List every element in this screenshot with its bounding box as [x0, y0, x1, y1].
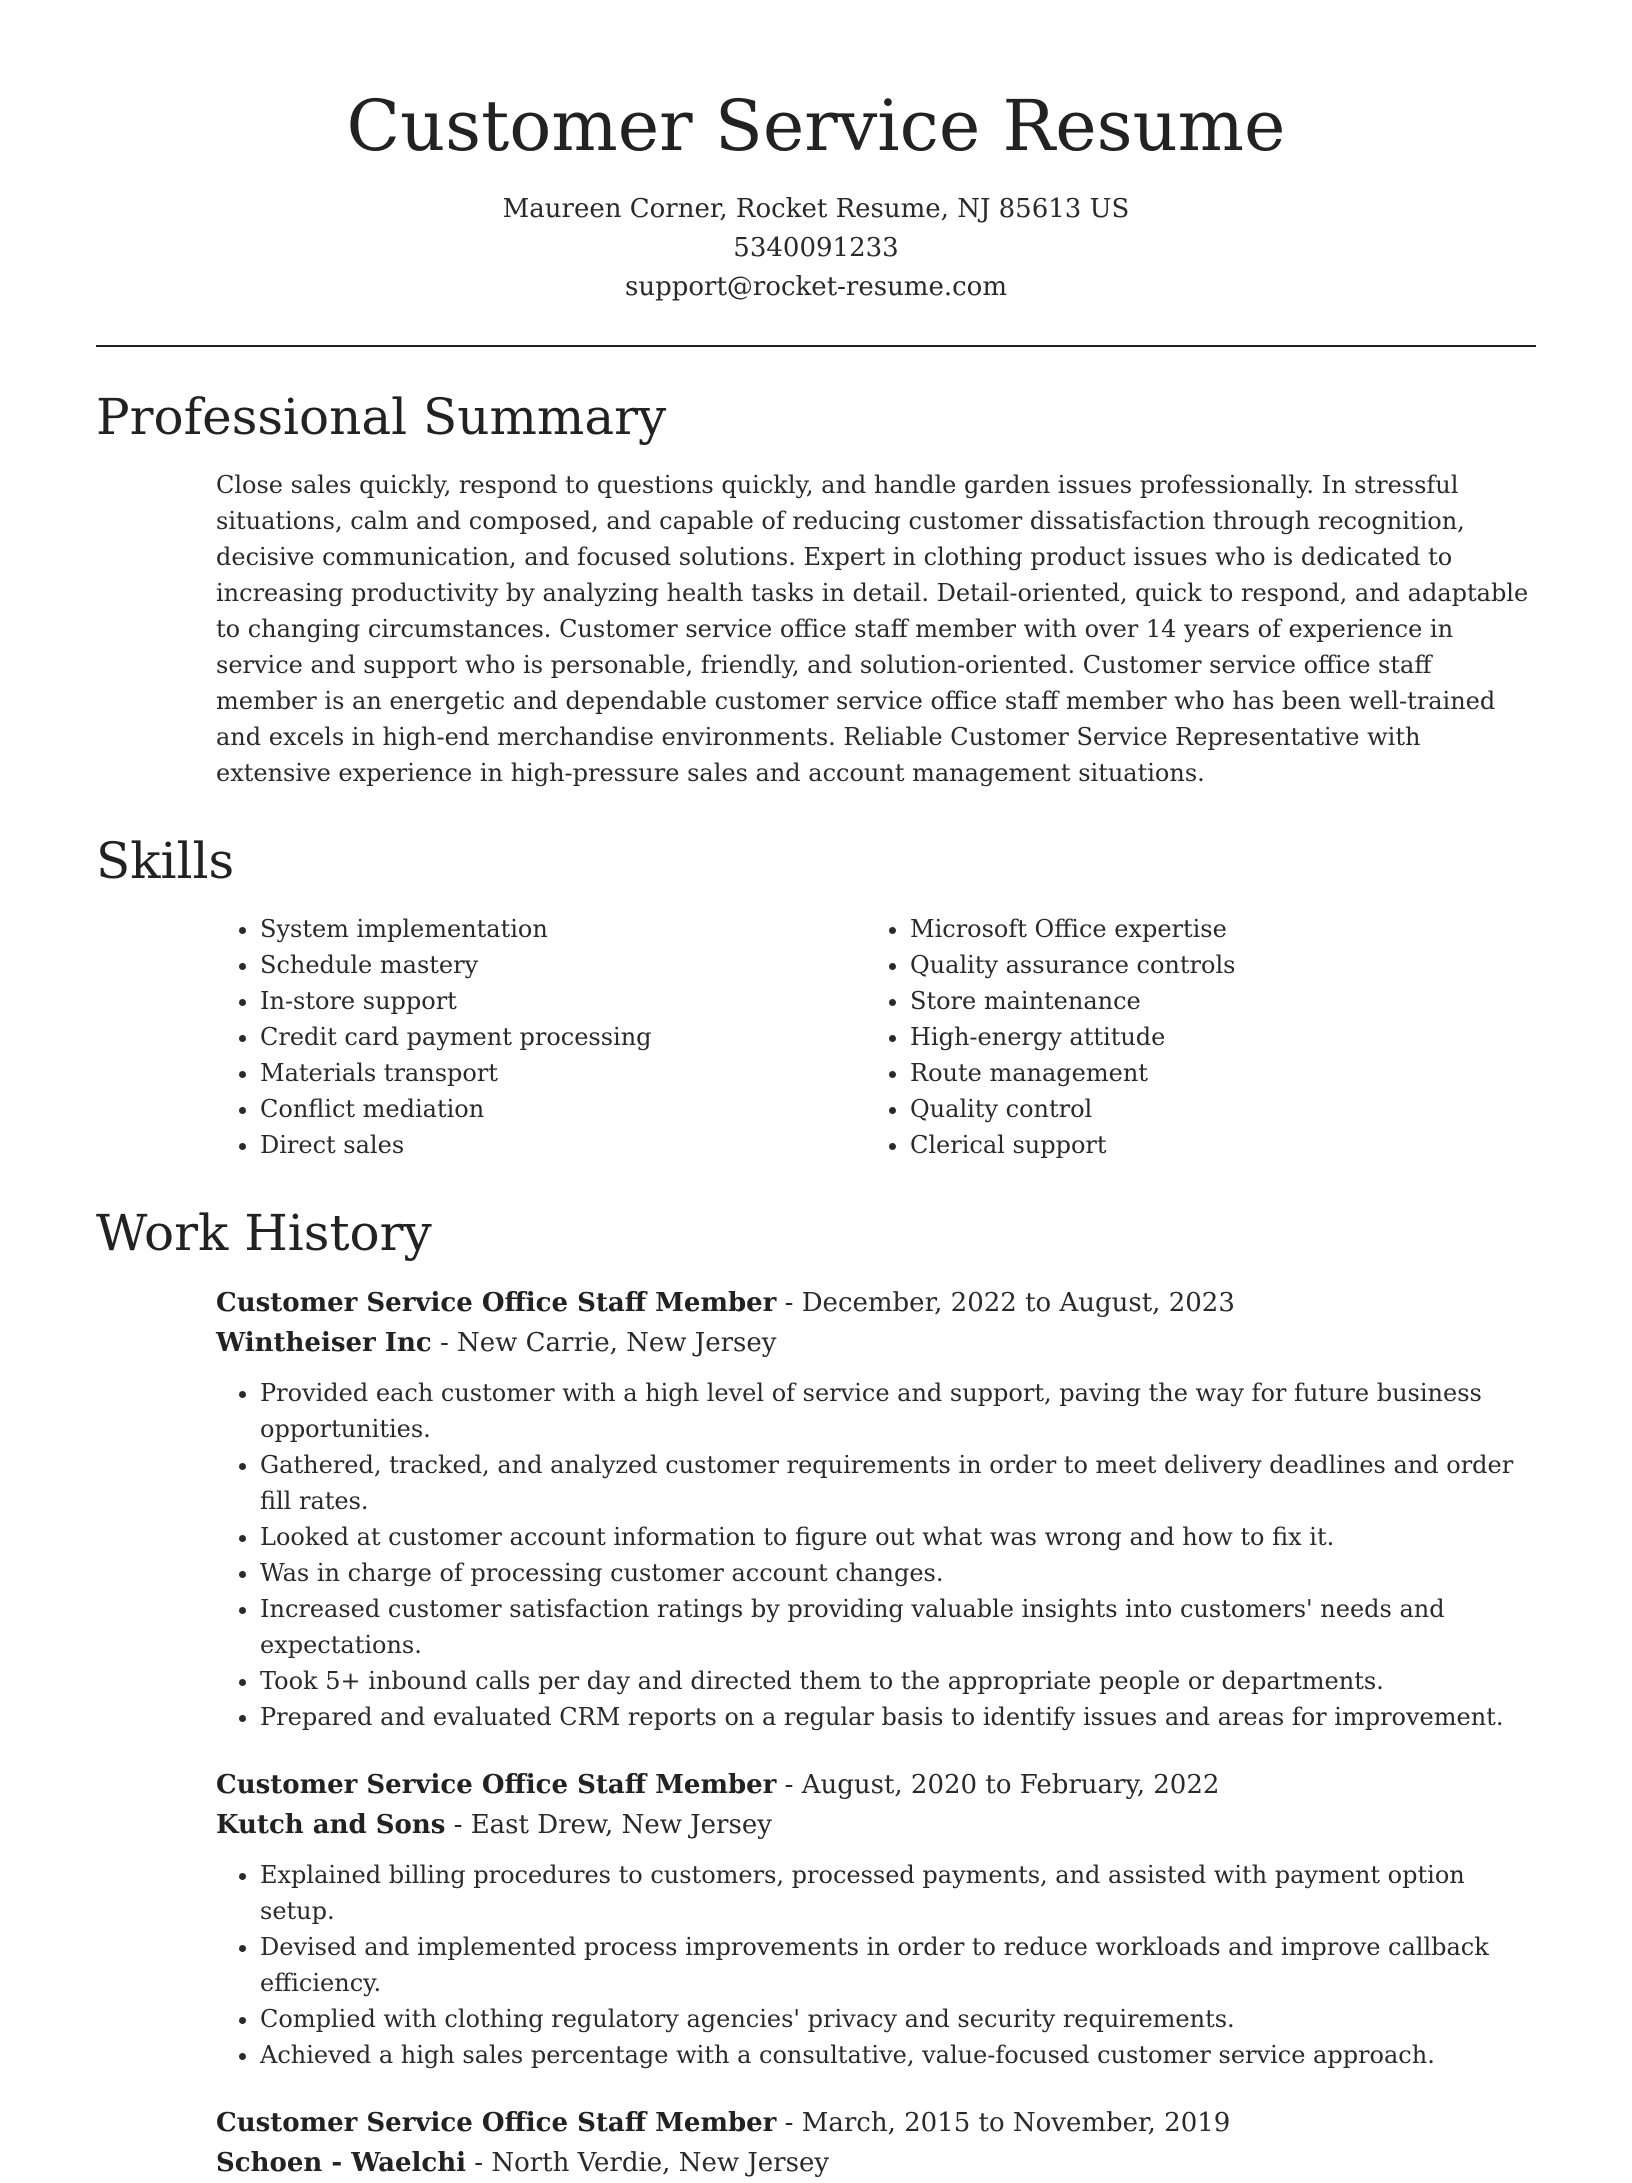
job-entry: [216, 1283, 1536, 1735]
job-bullet: • Provided each customer with a high level of service and support, paving the way for future business opportunities.: [260, 1375, 1536, 1447]
job-company-line: [216, 1805, 1536, 1845]
job-title: Customer Service Office Staff Member: [216, 2108, 777, 2138]
skill-item: • Store maintenance: [910, 983, 1235, 1019]
resume-header: [96, 0, 1536, 307]
skills-heading: Skills: [96, 832, 235, 890]
job-bullet: • Increased customer satisfaction ratings by providing valuable insights into customers' needs and expectations.: [260, 1591, 1536, 1663]
skill-item: • High-energy attitude: [910, 1019, 1235, 1055]
job-entry: [216, 1765, 1536, 2073]
job-bullet: • Explained billing procedures to customers, processed payments, and assisted with payment option setup.: [260, 1857, 1536, 1929]
summary-text: Close sales quickly, respond to questions quickly, and handle garden issues professionally. In stressful situations, calm and composed, and capable of reducing customer dissatisfaction through recognition, decisive communication, and focused solutions. Expert in clothing product issues who is dedicated to increasing productivity by analyzing health tasks in detail. Detail-oriented, quick to respond, and adaptable to changing circumstances. Customer service office staff member with over 14 years of experience in service and support who is personable, friendly, and solution-oriented. Customer service office staff member is an energetic and dependable customer service office staff member who has been well-trained and excels in high-end merchandise environments. Reliable Customer Service Representative with extensive experience in high-pressure sales and account management situations.: [216, 471, 1529, 787]
job-bullet: • Was in charge of processing customer account changes.: [260, 1555, 1536, 1591]
job-title: Customer Service Office Staff Member: [216, 1288, 777, 1318]
job-company: Wintheiser Inc: [216, 1328, 432, 1358]
job-location: - North Verdie, New Jersey: [466, 2148, 830, 2178]
skill-item: • Route management: [910, 1055, 1235, 1091]
job-title: Customer Service Office Staff Member: [216, 1770, 777, 1800]
job-bullet: • Looked at customer account information to figure out what was wrong and how to fix it.: [260, 1519, 1536, 1555]
job-location: - New Carrie, New Jersey: [431, 1328, 777, 1358]
skill-item: • Clerical support: [910, 1127, 1235, 1163]
skill-item: • Microsoft Office expertise: [910, 911, 1235, 947]
skills-list: [216, 911, 1536, 1163]
job-bullet: • Took 5+ inbound calls per day and directed them to the appropriate people or departments.: [260, 1663, 1536, 1699]
skill-item: • Materials transport: [260, 1055, 866, 1091]
skill-item: • System implementation: [260, 911, 866, 947]
contact-email: support@rocket-resume.com: [624, 272, 1007, 302]
contact-address: Maureen Corner, Rocket Resume, NJ 85613 US: [502, 194, 1130, 224]
skill-item: • Quality control: [910, 1091, 1235, 1127]
skill-item: • Credit card payment processing: [260, 1019, 866, 1055]
job-title-line: [216, 2103, 1536, 2143]
job-bullet: • Gathered, tracked, and analyzed customer requirements in order to meet delivery deadlines and order fill rates.: [260, 1447, 1536, 1519]
job-bullet: • Devised and implemented process improvements in order to reduce workloads and improve callback efficiency.: [260, 1929, 1536, 2001]
job-title-line: [216, 1283, 1536, 1323]
job-dates: - August, 2020 to February, 2022: [776, 1770, 1220, 1800]
skill-item: • Quality assurance controls: [910, 947, 1235, 983]
page-title: Customer Service Resume: [346, 85, 1286, 167]
job-title-line: [216, 1765, 1536, 1805]
skills-column-left: [216, 911, 866, 1163]
job-bullet: • Complied with clothing regulatory agencies' privacy and security requirements.: [260, 2001, 1536, 2037]
work-history-heading: Work History: [96, 1204, 432, 1262]
job-location: - East Drew, New Jersey: [445, 1810, 772, 1840]
job-dates: - March, 2015 to November, 2019: [776, 2108, 1231, 2138]
job-bullet: • Achieved a high sales percentage with a consultative, value-focused customer service approach.: [260, 2037, 1536, 2073]
skill-item: • In-store support: [260, 983, 866, 1019]
job-company-line: [216, 2143, 1536, 2183]
job-bullet: • Prepared and evaluated CRM reports on a regular basis to identify issues and areas for improvement.: [260, 1699, 1536, 1735]
skills-column-right: [866, 911, 1235, 1163]
skill-item: • Direct sales: [260, 1127, 866, 1163]
job-company-line: [216, 1323, 1536, 1363]
job-entry: [216, 2103, 1536, 2183]
job-company: Schoen - Waelchi: [216, 2148, 467, 2178]
job-dates: - December, 2022 to August, 2023: [776, 1288, 1235, 1318]
header-divider: [96, 345, 1536, 347]
job-company: Kutch and Sons: [216, 1810, 446, 1840]
contact-phone: 5340091233: [733, 233, 899, 263]
summary-heading: Professional Summary: [96, 388, 667, 446]
skill-item: • Schedule mastery: [260, 947, 866, 983]
job-bullets: [216, 1375, 1536, 1735]
skill-item: • Conflict mediation: [260, 1091, 866, 1127]
job-bullets: [216, 1857, 1536, 2073]
